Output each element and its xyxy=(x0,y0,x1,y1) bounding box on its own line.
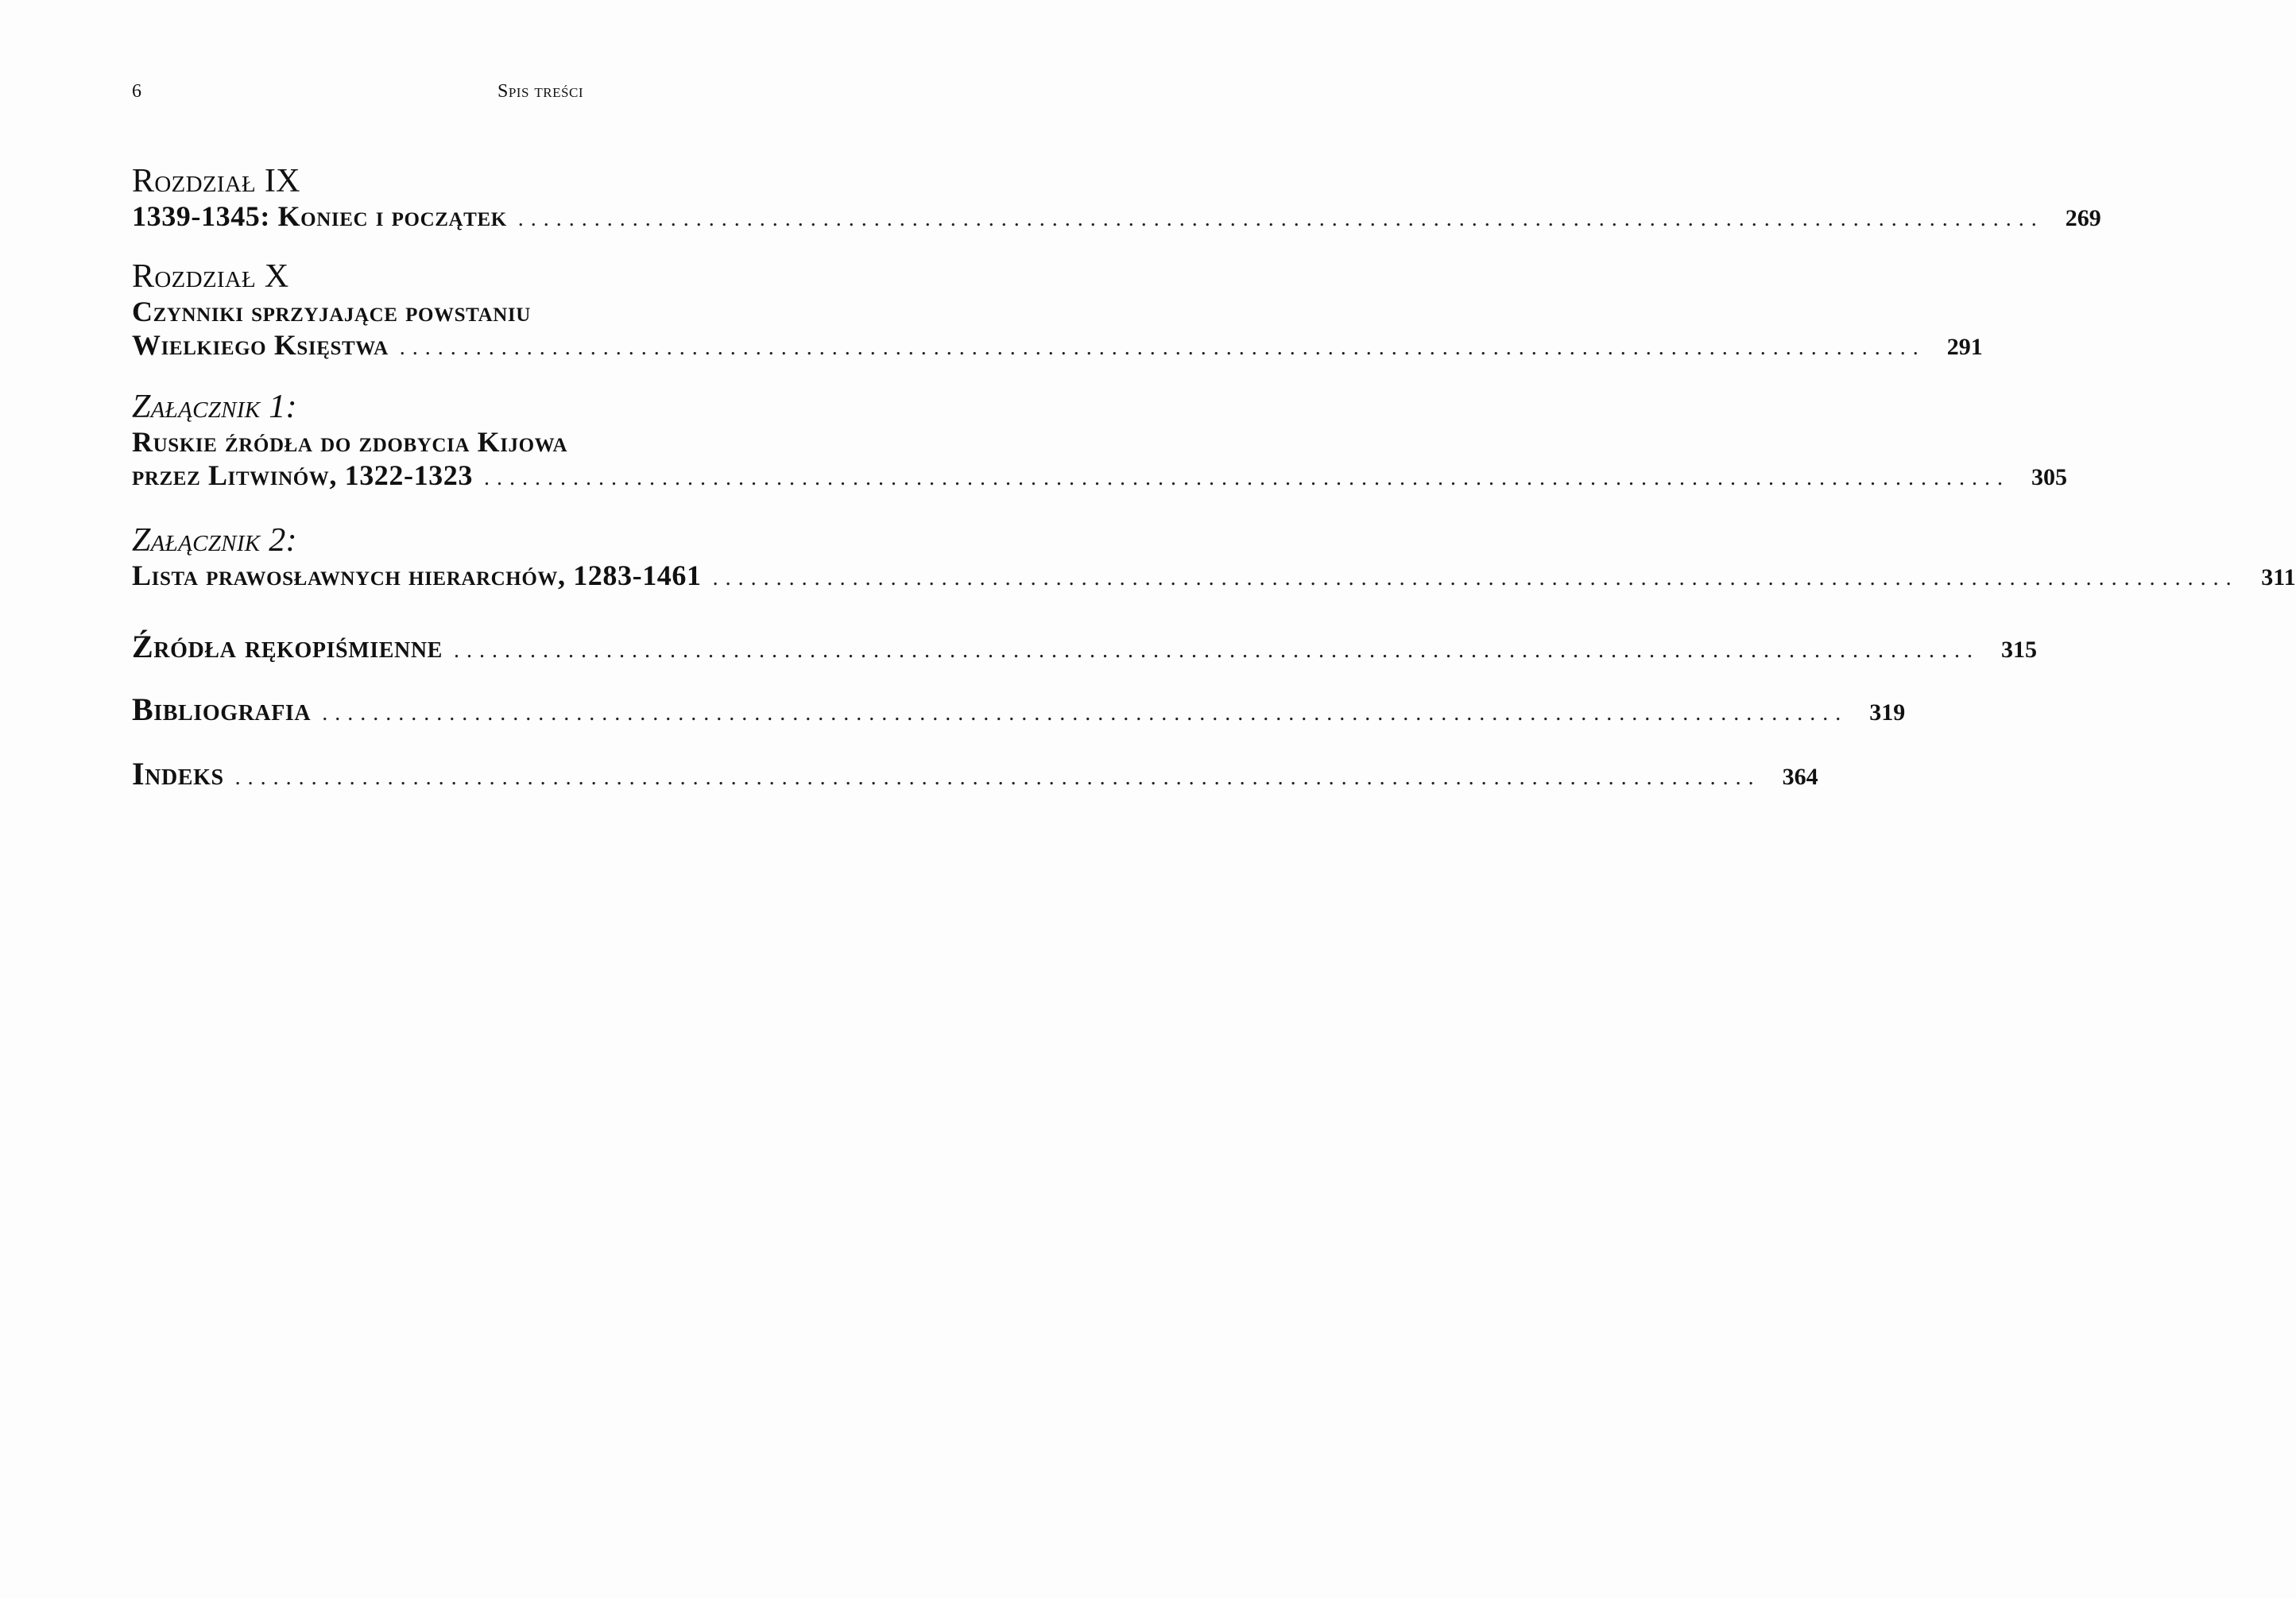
toc-entry-page: 311 xyxy=(2261,564,2296,590)
toc-entry-label: Rozdział IX xyxy=(132,163,300,199)
toc-entry-row xyxy=(132,199,2101,236)
toc-entry-row xyxy=(132,459,2067,495)
toc-entry-title: Bibliografia xyxy=(132,691,312,727)
toc-entry-title: Czynniki sprzyjające powstaniu xyxy=(132,296,531,327)
dot-leader: ........................................................................................................................ xyxy=(712,566,2239,590)
running-head: Spis treści xyxy=(498,81,583,102)
toc-entry-page: 269 xyxy=(2065,205,2101,231)
toc-entry-chapter-9[interactable] xyxy=(132,163,2101,236)
toc-entry-title: Źródła rękopiśmienne xyxy=(132,629,443,664)
dot-leader: ........................................................................................................................ xyxy=(517,207,2044,231)
dot-leader: ........................................................................................................................ xyxy=(322,701,1849,726)
toc-entry-page: 364 xyxy=(1782,764,1818,790)
dot-leader: ........................................................................................................................ xyxy=(399,335,1926,360)
toc-entry-title: 1339-1345: Koniec i początek xyxy=(132,200,507,232)
toc-entry-row xyxy=(132,629,2037,668)
toc-entry-row xyxy=(132,559,2296,595)
toc-entry-title: Wielkiego Księstwa xyxy=(132,329,389,361)
toc-entry-appendix-1[interactable] xyxy=(132,389,2067,495)
toc-entry-row xyxy=(132,691,1906,730)
toc-entry-page: 319 xyxy=(1869,699,1906,726)
toc-entry-appendix-2[interactable] xyxy=(132,522,2296,595)
toc-entry-page: 305 xyxy=(2031,464,2067,490)
toc-entry-page: 315 xyxy=(2000,637,2037,663)
page-number: 6 xyxy=(132,81,141,102)
table-of-contents xyxy=(132,163,2296,795)
toc-entry-label: Załącznik 2: xyxy=(132,522,297,559)
toc-entry-title: Ruskie źródła do zdobycia Kijowa xyxy=(132,426,568,458)
toc-entry-title: Lista prawosławnych hierarchów, 1283-1461 xyxy=(132,559,702,591)
toc-entry-title: przez Litwinów, 1322-1323 xyxy=(132,459,473,491)
toc-entry-label: Załącznik 1: xyxy=(132,389,297,425)
toc-entry-title: Indeks xyxy=(132,756,224,792)
toc-entry-label: Rozdział X xyxy=(132,258,289,295)
toc-entry-chapter-10[interactable] xyxy=(132,258,1983,365)
dot-leader: ........................................................................................................................ xyxy=(483,466,2010,490)
toc-entry-manuscript-sources[interactable] xyxy=(132,629,2037,668)
dot-leader: ........................................................................................................................ xyxy=(234,765,1761,790)
dot-leader: ........................................................................................................................ xyxy=(453,638,1980,663)
toc-entry-index[interactable] xyxy=(132,756,1818,795)
toc-entry-row xyxy=(132,756,1818,795)
toc-entry-bibliography[interactable] xyxy=(132,691,1906,730)
toc-entry-page: 291 xyxy=(1946,334,1983,360)
toc-entry-row xyxy=(132,328,1983,365)
